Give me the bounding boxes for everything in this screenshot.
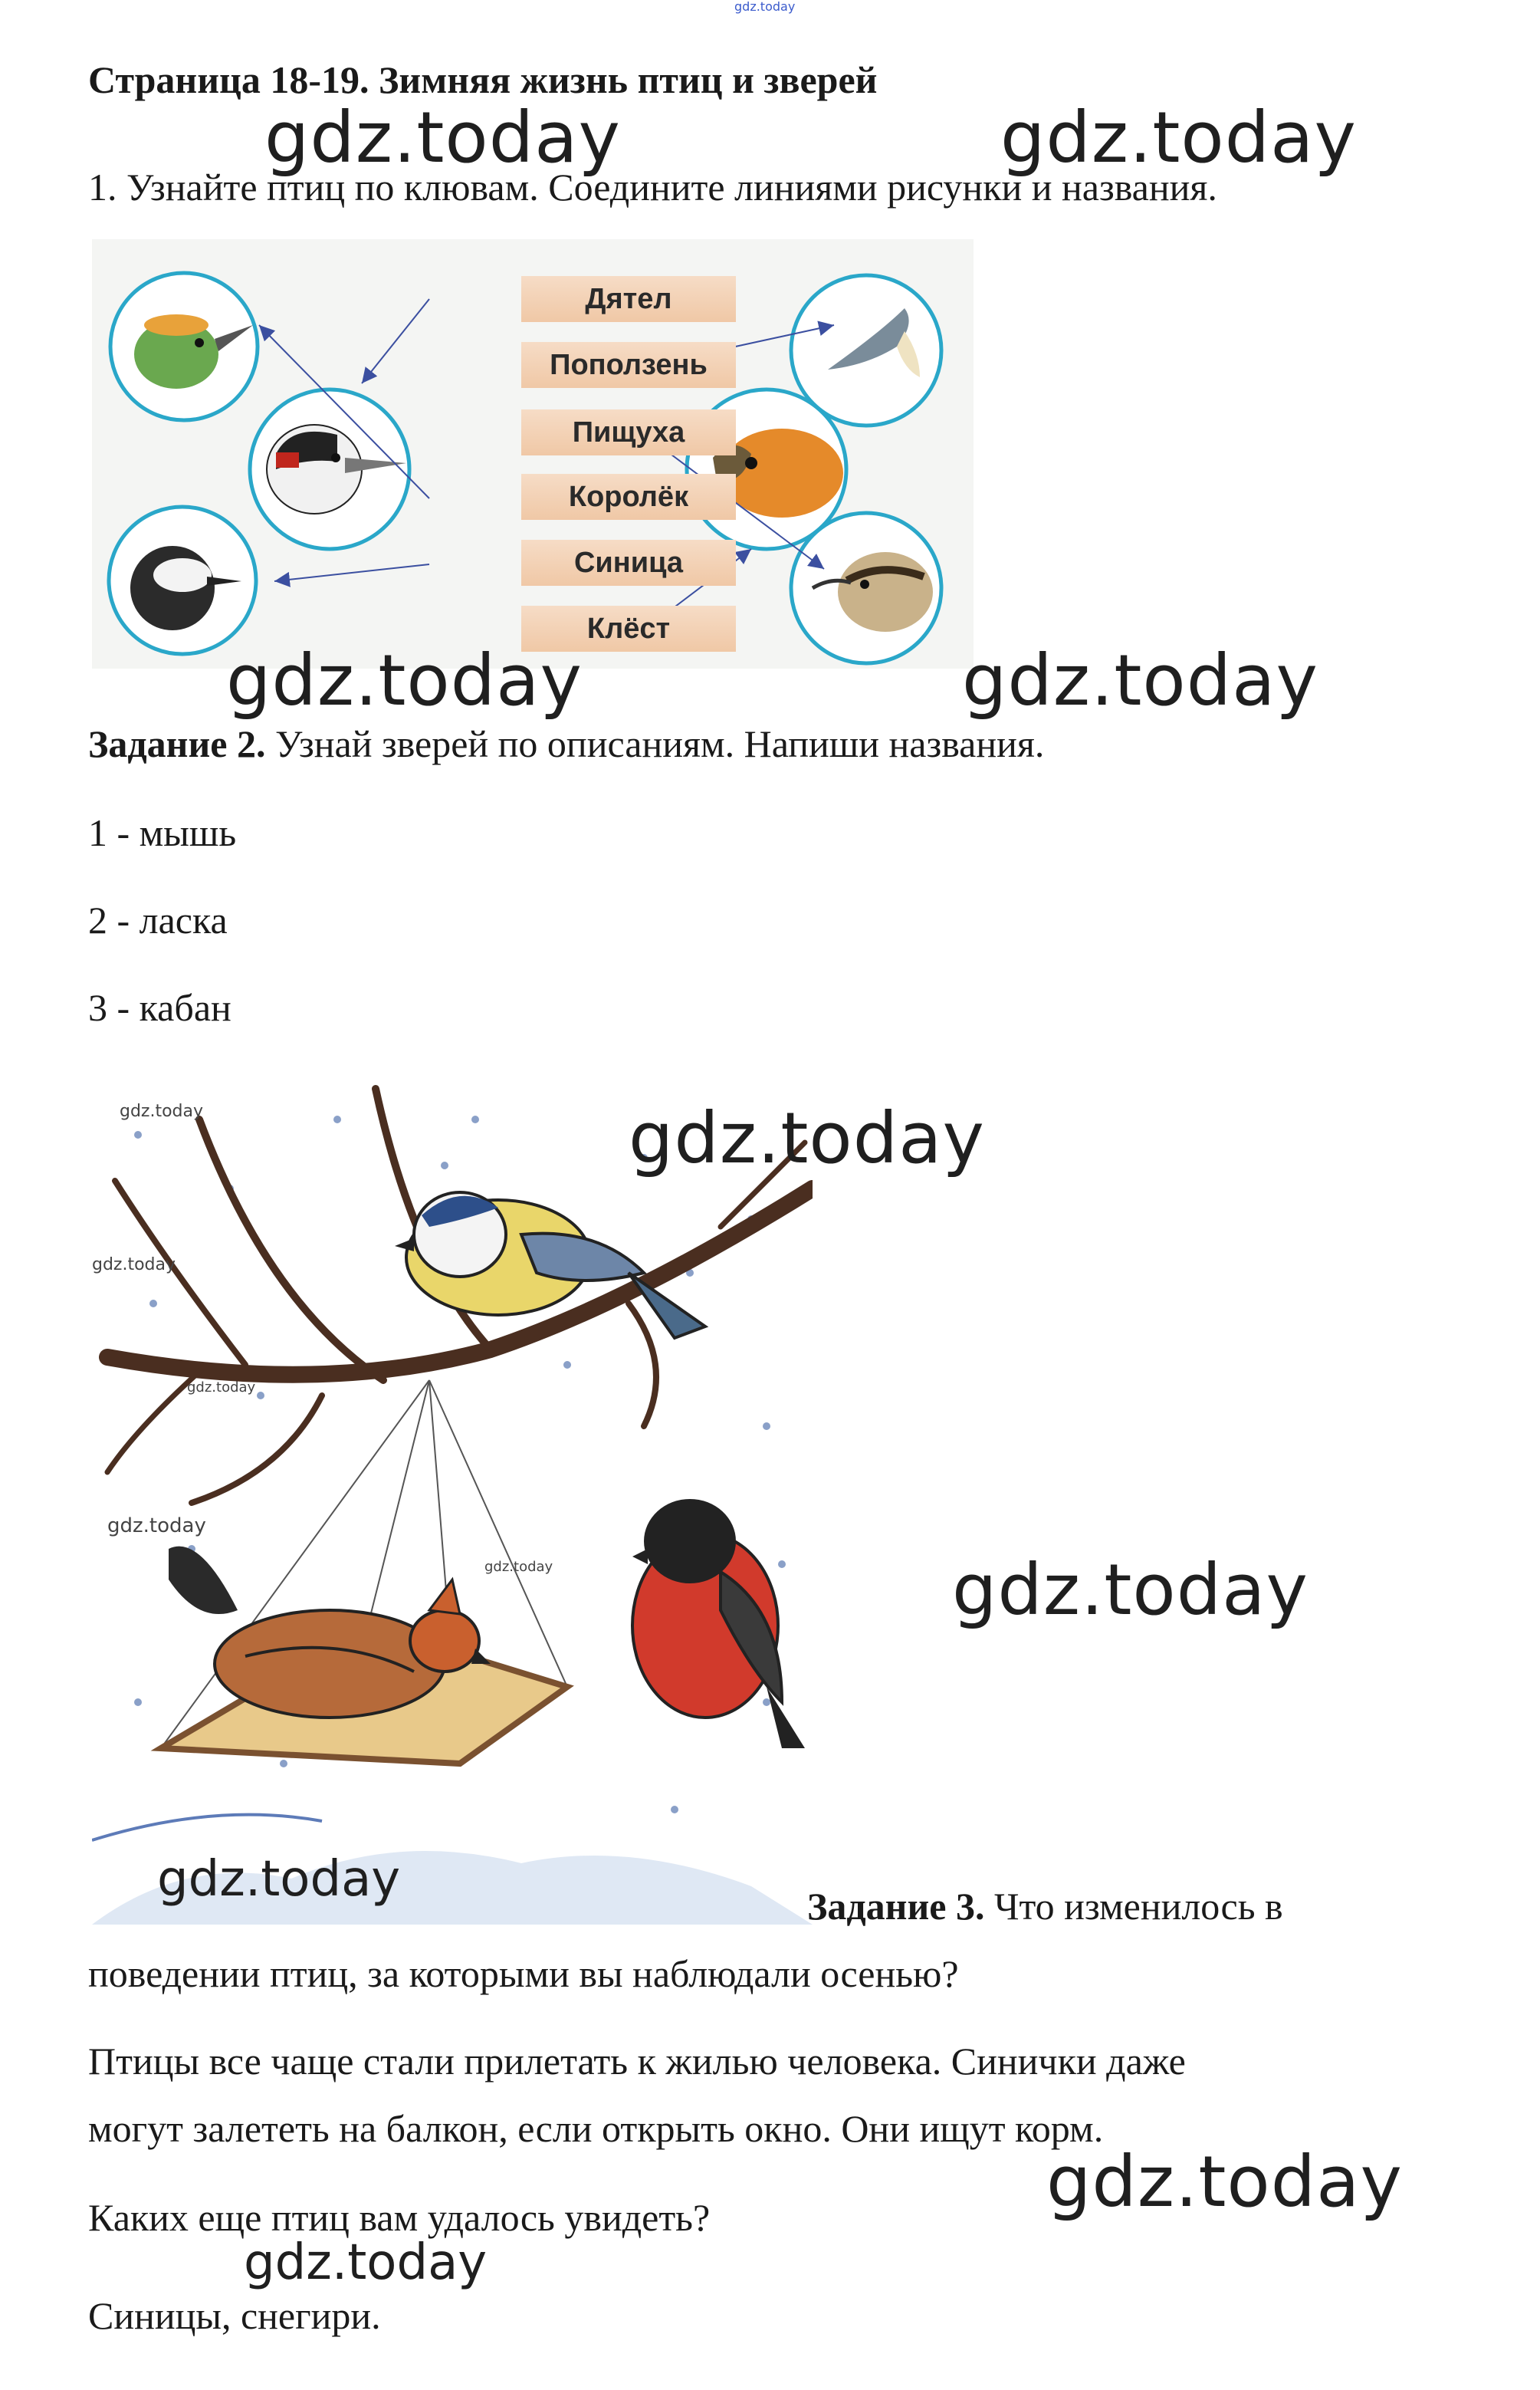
bird-label: Дятел: [521, 276, 736, 322]
task3-line2: поведении птиц, за которыми вы наблюдали осенью?: [88, 1952, 959, 1995]
small-watermark: gdz.today: [187, 1379, 256, 1396]
answer4: Синицы, снегири.: [88, 2294, 381, 2337]
task3-label: Задание 3.: [807, 1885, 985, 1928]
connector-line: [362, 299, 429, 383]
task2-label: Задание 2.: [88, 722, 266, 765]
bird-beaks-figure: [92, 239, 974, 669]
winter-feeder-illustration: [92, 1073, 813, 1925]
top-watermark: gdz.today: [734, 0, 796, 14]
answer-line: 1 - мышь: [88, 811, 237, 854]
bird-label: Королёк: [521, 474, 736, 520]
question4: Каких еще птиц вам удалось увидеть?: [88, 2196, 711, 2239]
bird-circle: [110, 273, 258, 420]
watermark: gdz.today: [952, 1549, 1309, 1631]
watermark: gdz.today: [157, 1851, 401, 1908]
task2: [88, 721, 1044, 767]
bird-circle: [791, 513, 941, 663]
small-watermark: gdz.today: [120, 1102, 204, 1121]
small-watermark: gdz.today: [92, 1255, 176, 1274]
task1-text: 1. Узнайте птиц по клювам. Соедините линиями рисунки и названия.: [88, 166, 1217, 209]
bird-label: Синица: [521, 540, 736, 586]
small-watermark: gdz.today: [107, 1514, 206, 1537]
task2-text: Узнай зверей по описаниям. Напиши названия.: [265, 722, 1045, 765]
bullfinch: [632, 1499, 805, 1748]
answer3-line: могут залететь на балкон, если открыть окно. Они ищут корм.: [88, 2107, 1104, 2150]
watermark: gdz.today: [1046, 2141, 1403, 2223]
bird-label: Пищуха: [521, 409, 736, 455]
small-watermark: gdz.today: [484, 1559, 553, 1575]
task3-text: Что изменилось в: [984, 1885, 1283, 1928]
answer-line: 2 - ласка: [88, 899, 228, 942]
watermark: gdz.today: [1000, 97, 1357, 179]
watermark: gdz.today: [226, 639, 583, 722]
bird-circle: [250, 390, 409, 549]
bird-label: Поползень: [521, 342, 736, 388]
titmouse: [395, 1192, 705, 1338]
watermark: gdz.today: [962, 639, 1318, 722]
watermark: gdz.today: [264, 97, 621, 179]
connector-line: [274, 564, 429, 581]
feeder-svg: [92, 1073, 813, 1925]
watermark: gdz.today: [629, 1097, 985, 1179]
bird-circle: [109, 507, 256, 654]
answer3-line: Птицы все чаще стали прилетать к жилью человека. Синички даже: [88, 2040, 1186, 2083]
watermark: gdz.today: [244, 2234, 488, 2291]
task3-line1: [807, 1883, 1283, 1929]
bird-label: Клёст: [521, 606, 736, 652]
answer-line: 3 - кабан: [88, 986, 231, 1029]
page-title: Страница 18-19. Зимняя жизнь птиц и зверей: [88, 58, 878, 101]
